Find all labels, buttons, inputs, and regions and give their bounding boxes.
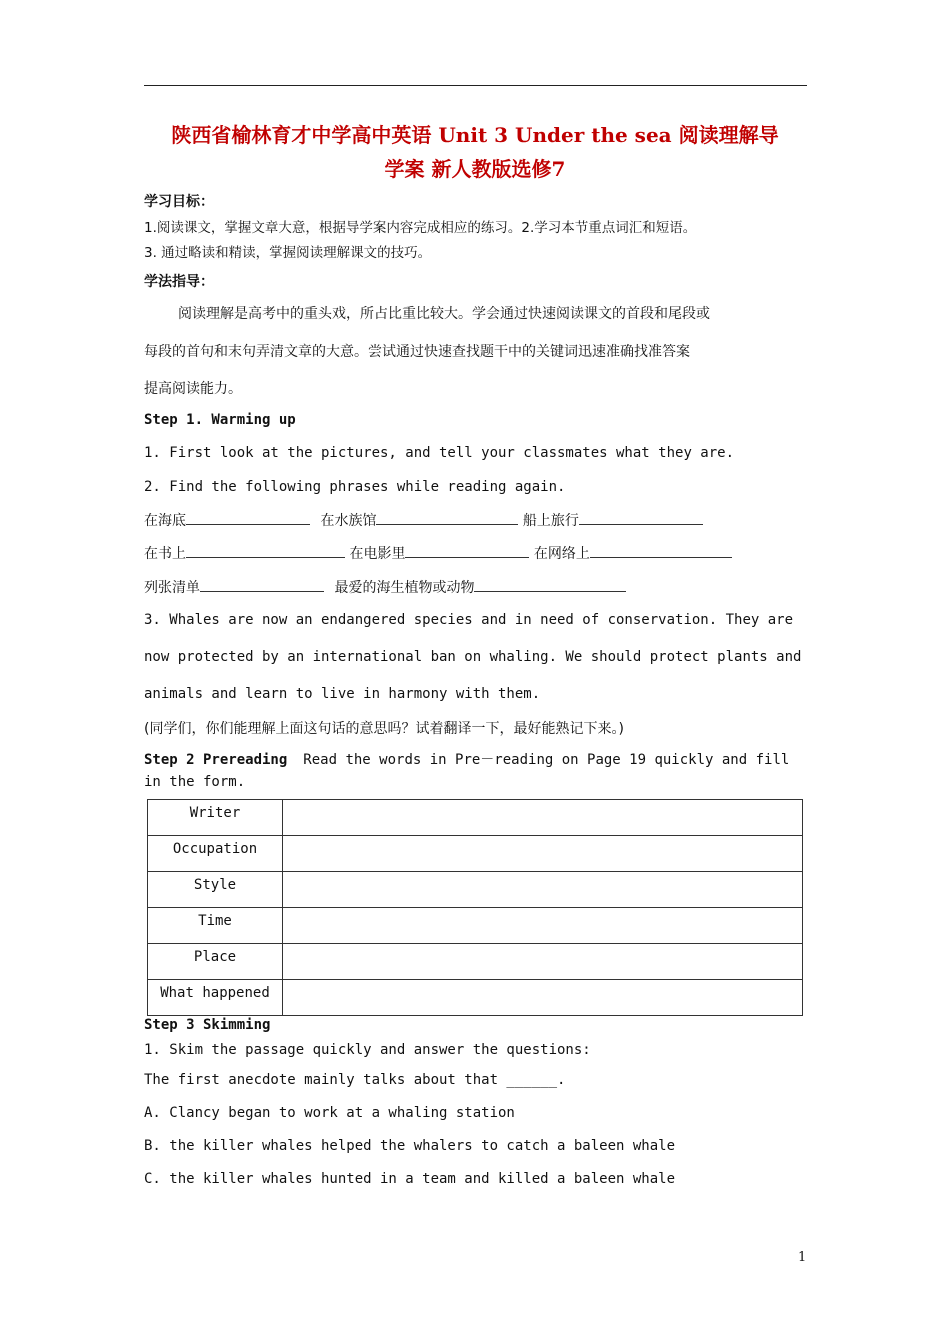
form-answer-cell[interactable] (283, 800, 803, 836)
prereading-form (147, 799, 803, 1016)
answer-blank[interactable] (200, 577, 324, 592)
phrase-label: 列张清单 (144, 580, 200, 596)
answer-blank[interactable] (186, 510, 310, 525)
table-row (148, 836, 803, 872)
form-label: Writer (148, 800, 283, 836)
option-c: C. the killer whales hunted in a team and killed a baleen whale (144, 1171, 676, 1187)
table-row (148, 908, 803, 944)
step1-question-2: 2. Find the following phrases while reading again. (144, 479, 566, 495)
page-title-line1: 陕西省榆林育才中学高中英语 Unit 3 Under the sea 阅读理解导 (171, 123, 779, 147)
form-answer-cell[interactable] (283, 980, 803, 1016)
option-a: A. Clancy began to work at a whaling station (144, 1105, 515, 1121)
step2-instruction-line-2: in the form. (144, 774, 246, 790)
method-line-1: 阅读理解是高考中的重头戏，所占比重比较大。学会通过快速阅读课文的首段和尾段或 (178, 306, 710, 322)
form-label: What happened (148, 980, 283, 1016)
header-rule (144, 85, 807, 86)
method-line-2: 每段的首句和末句弄清文章的大意。尝试通过快速查找题干中的关键词迅速准确找准答案 (144, 344, 690, 360)
page-number: 1 (798, 1250, 807, 1265)
phrase-label: 在海底 (144, 513, 186, 529)
method-line-3: 提高阅读能力。 (144, 381, 242, 397)
form-answer-cell[interactable] (283, 872, 803, 908)
form-label: Time (148, 908, 283, 944)
step2-instruction-line-1 (144, 749, 789, 769)
step1-question-3-line-3: animals and learn to live in harmony with them. (144, 686, 541, 702)
step1-note: (同学们，你们能理解上面这句话的意思吗？试着翻译一下，最好能熟记下来。) (144, 721, 624, 737)
form-label: Place (148, 944, 283, 980)
step2-instruction: Read the words in Pre－reading on Page 19 quickly and fill (303, 752, 790, 768)
phrase-label: 最爱的海生植物或动物 (334, 580, 475, 596)
option-b: B. the killer whales helped the whalers to catch a baleen whale (144, 1138, 676, 1154)
phrase-label: 在水族馆 (320, 513, 377, 529)
phrase-label: 在电影里 (349, 546, 406, 562)
objectives-item-1: 1.阅读课文，掌握文章大意，根据导学案内容完成相应的练习。2.学习本节重点词汇和短语。 (144, 220, 697, 236)
table-row (148, 872, 803, 908)
form-answer-cell[interactable] (283, 944, 803, 980)
answer-blank[interactable] (405, 543, 529, 558)
form-label: Occupation (148, 836, 283, 872)
page-title-line2: 学案 新人教版选修7 (384, 157, 566, 181)
phrase-row-3 (144, 577, 626, 597)
step1-heading: Step 1. Warming up (144, 412, 296, 428)
phrase-label: 在书上 (144, 546, 186, 562)
phrase-label: 在网络上 (533, 546, 590, 562)
table-row (148, 944, 803, 980)
phrase-label: 船上旅行 (522, 513, 579, 529)
form-answer-cell[interactable] (283, 908, 803, 944)
objectives-heading: 学习目标： (144, 194, 214, 210)
step1-question-3-line-1: 3. Whales are now an endangered species and in need of conservation. They are (144, 612, 794, 628)
step2-heading: Step 2 Prereading (144, 752, 288, 768)
step3-heading: Step 3 Skimming (144, 1017, 271, 1033)
table-row (148, 980, 803, 1016)
objectives-item-2: 3. 通过略读和精读，掌握阅读理解课文的技巧。 (144, 245, 432, 261)
form-label: Style (148, 872, 283, 908)
table-row (148, 800, 803, 836)
form-answer-cell[interactable] (283, 836, 803, 872)
answer-blank[interactable] (376, 510, 518, 525)
step1-question-3-line-2: now protected by an international ban on whaling. We should protect plants and (144, 649, 802, 665)
step1-question-1: 1. First look at the pictures, and tell your classmates what they are. (144, 445, 735, 461)
step3-question-1: 1. Skim the passage quickly and answer the questions: (144, 1042, 591, 1058)
answer-blank[interactable] (590, 543, 732, 558)
answer-blank[interactable] (579, 510, 703, 525)
phrase-row-1 (144, 510, 703, 530)
answer-blank[interactable] (474, 577, 626, 592)
method-heading: 学法指导： (144, 274, 214, 290)
phrase-row-2 (144, 543, 732, 563)
answer-blank[interactable] (186, 543, 345, 558)
step3-question-stem: The first anecdote mainly talks about that ______. (144, 1072, 566, 1088)
